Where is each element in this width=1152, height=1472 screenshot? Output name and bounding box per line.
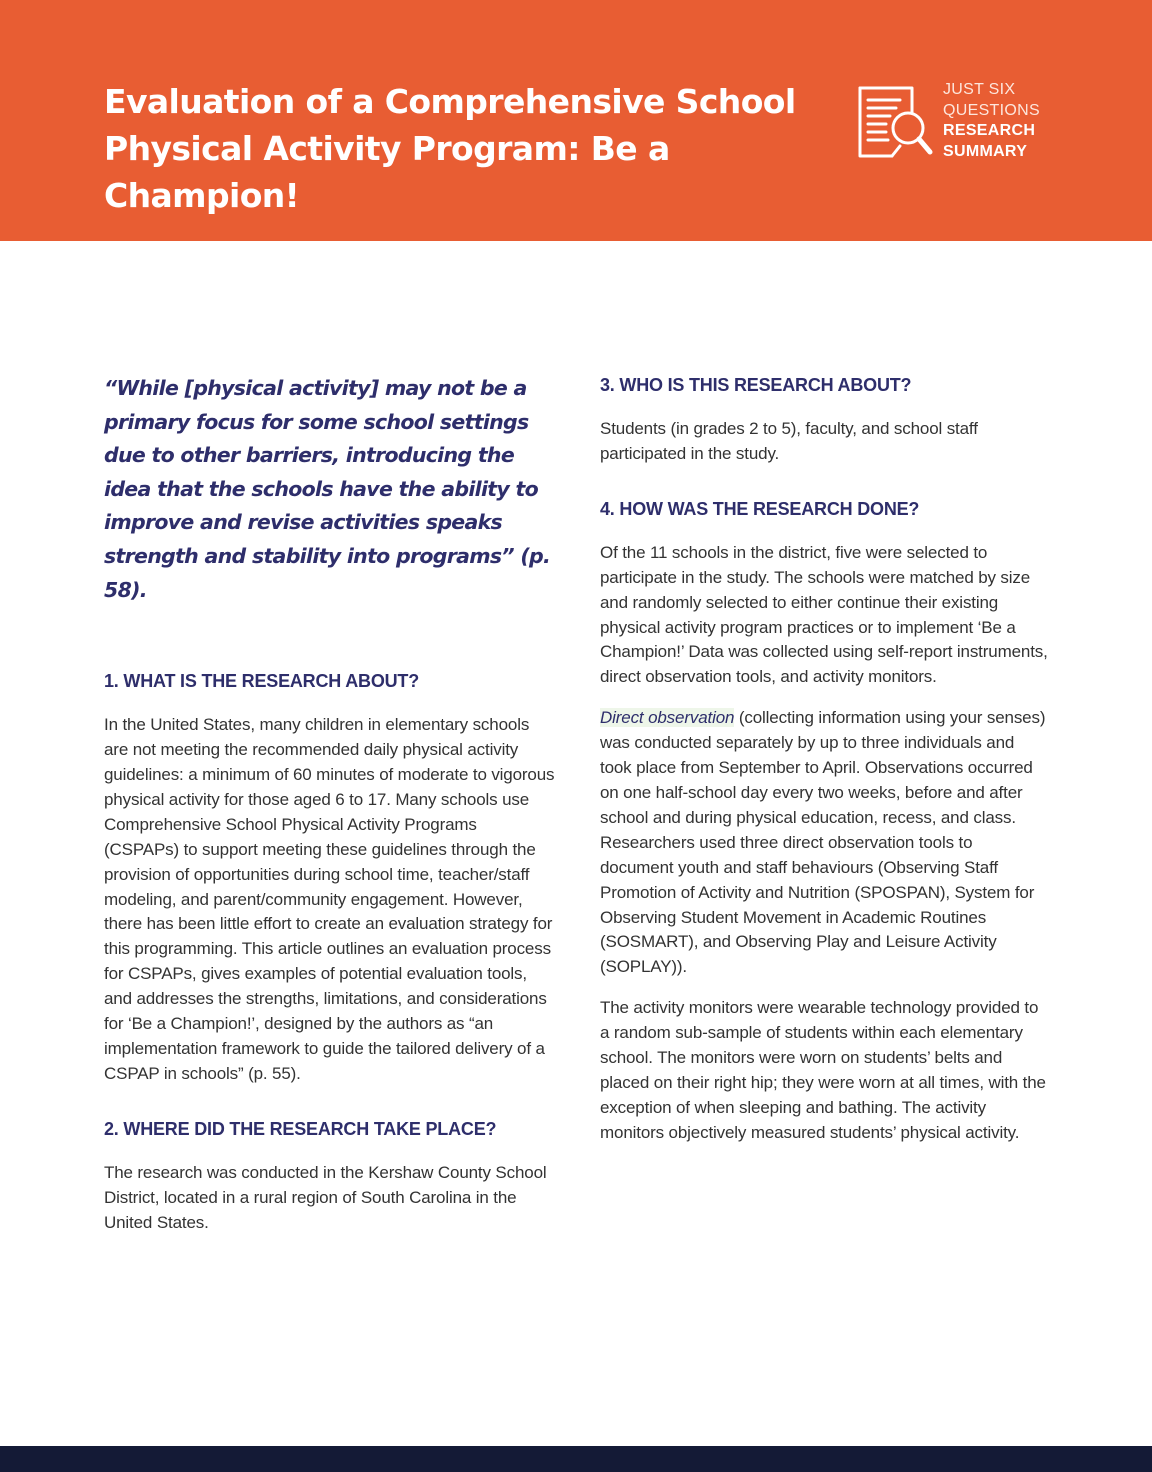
section-1-body: In the United States, many children in elementary schools are not meeting the recommended daily physical activity guidelines: a minimum of 60 minutes of moderate to vigorous physical activity for those aged 6 to 17. Many schools use Comprehensive School Physical Activity Programs (CSPAPs) to support meeting these guidelines through the provision of opportunities during school time, teacher/staff modeling, and parent/community engagement. However, there has been little effort to create an evaluation strategy for this programming. This article outlines an evaluation process for CSPAPs, gives examples of potential evaluation tools, and addresses the strengths, limitations, and considerations for ‘Be a Champion!’, designed by the authors as “an implementation framework to guide the tailored delivery of a CSPAP in schools” (p. 55). — [104, 715, 555, 1083]
section-4-paragraph-2 — [600, 706, 1050, 980]
series-label — [943, 80, 1040, 162]
section-4-paragraph-2-text: (collecting information using your senses) was conducted separately by up to three individuals and took place from September to April. Observations occurred on one half-school day every two weeks, before and after school and during physical education, recess, and class. Researchers used three direct observation tools to document youth and staff behaviours (Observing Staff Promotion of Activity and Nutrition (SPOSPAN), System for Observing Student Movement in Academic Routines (SOSMART), and Observing Play and Leisure Activity (SOPLAY)). — [600, 708, 1046, 977]
right-column — [600, 373, 1050, 1162]
direct-observation-term: Direct observation — [600, 708, 735, 728]
title-line-1: Evaluation of a Comprehensive School — [104, 82, 796, 121]
section-4-paragraph-1: Of the 11 schools in the district, five were selected to participate in the study. The schools were matched by size and randomly selected to either continue their existing physical activity program practices or to implement ‘Be a Champion!’ Data was collected using self-report instruments, direct observation tools, and activity monitors. — [600, 542, 1048, 687]
section-2-body: The research was conducted in the Kershaw County School District, located in a rural region of South Carolina in the United States. — [104, 1162, 547, 1232]
section-2-heading: 2. WHERE DID THE RESEARCH TAKE PLACE? — [104, 1118, 497, 1139]
footer-bar — [0, 1446, 1152, 1472]
title-line-2: Physical Activity Program: Be a Champion! — [104, 129, 670, 215]
pull-quote: “While [physical activity] may not be a primary focus for some school settings due to other barriers, introducing the idea that the schools have the ability to improve and revise activities speaks strength and stability into programs” (p. 58). — [104, 376, 551, 602]
section-1-heading: 1. WHAT IS THE RESEARCH ABOUT? — [104, 671, 420, 692]
series-line-3: RESEARCH — [943, 122, 1036, 139]
left-column — [104, 372, 556, 1265]
section-4-paragraph-3: The activity monitors were wearable technology provided to a random sub-sample of students within each elementary school. The monitors were worn on students’ belts and placed on their right hip; they were worn at all times, with the exception of when sleeping and bathing. The activity monitors objectively measured students’ physical activity. — [600, 998, 1046, 1142]
series-line-2: QUESTIONS — [943, 101, 1040, 119]
section-3-heading: 3. WHO IS THIS RESEARCH ABOUT? — [600, 375, 912, 395]
header-banner — [0, 0, 1152, 241]
series-line-1: JUST SIX — [943, 81, 1016, 98]
document-magnifier-icon — [856, 84, 936, 160]
section-3-body: Students (in grades 2 to 5), faculty, and school staff participated in the study. — [600, 419, 978, 463]
series-line-4: SUMMARY — [943, 142, 1028, 160]
page-title — [104, 78, 824, 219]
section-4-heading: 4. HOW WAS THE RESEARCH DONE? — [600, 498, 920, 519]
